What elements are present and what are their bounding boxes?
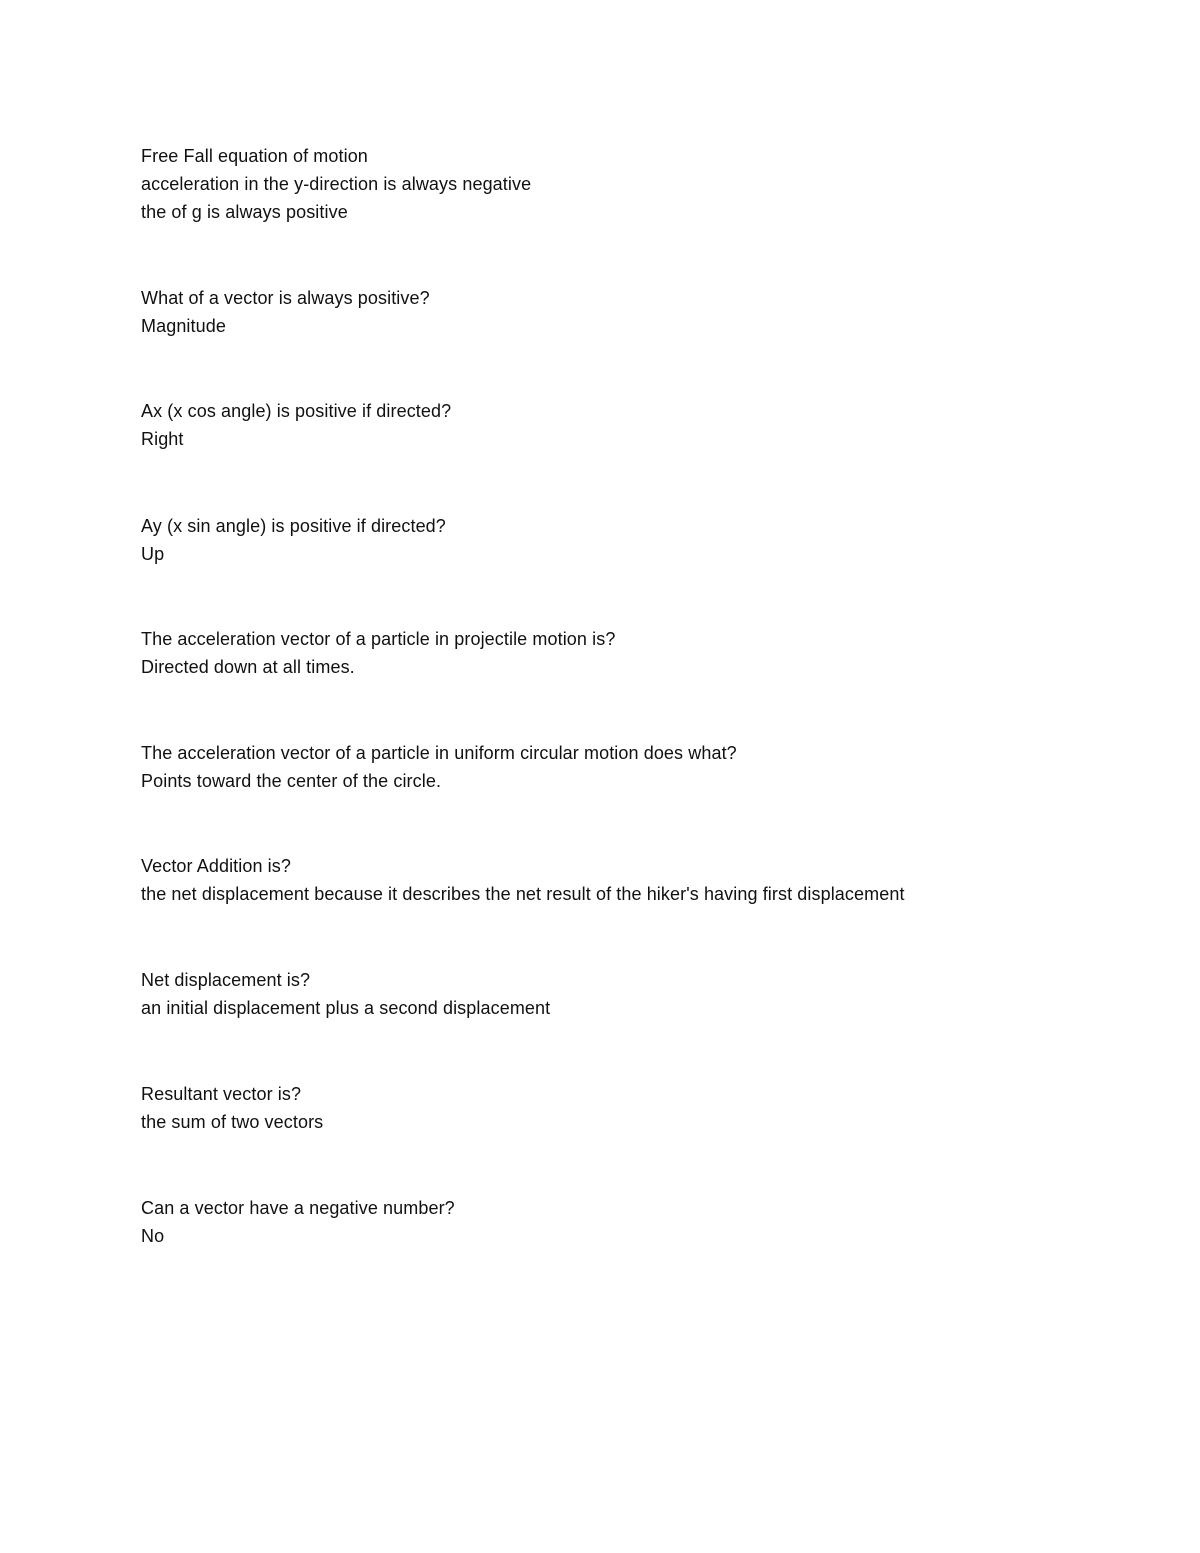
answer-text: Directed down at all times.: [141, 657, 355, 677]
intro-line: Free Fall equation of motion: [141, 146, 368, 166]
question-text: Can a vector have a negative number?: [141, 1198, 455, 1218]
answer-text: the sum of two vectors: [141, 1112, 324, 1132]
answer-text: Points toward the center of the circle.: [141, 771, 442, 791]
question-text: Net displacement is?: [141, 970, 311, 990]
answer-text: No: [141, 1226, 165, 1246]
question-text: The acceleration vector of a particle in projectile motion is?: [141, 629, 616, 649]
answer-text: Up: [141, 544, 165, 564]
question-text: The acceleration vector of a particle in uniform circular motion does what?: [141, 743, 737, 763]
answer-text: Right: [141, 429, 184, 449]
question-text: Resultant vector is?: [141, 1084, 302, 1104]
question-text: Ay (x sin angle) is positive if directed?: [141, 516, 446, 536]
question-text: Vector Addition is?: [141, 856, 291, 876]
answer-text: the net displacement because it describes the net result of the hiker's having first displacement: [141, 884, 905, 904]
answer-text: an initial displacement plus a second displacement: [141, 998, 551, 1018]
intro-line: acceleration in the y-direction is always negative: [141, 174, 532, 194]
question-text: What of a vector is always positive?: [141, 288, 430, 308]
question-text: Ax (x cos angle) is positive if directed?: [141, 401, 452, 421]
intro-line: the of g is always positive: [141, 202, 348, 222]
answer-text: Magnitude: [141, 316, 226, 336]
